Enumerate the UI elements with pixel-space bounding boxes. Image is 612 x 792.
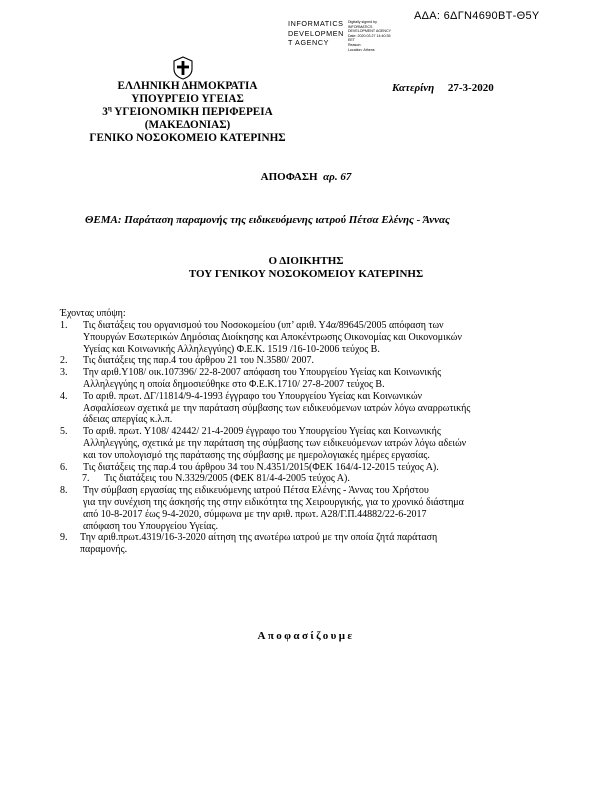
greek-emblem-icon (172, 56, 194, 80)
document-date (392, 82, 494, 94)
header-line-region (60, 106, 315, 119)
list-item-number: 7. (82, 473, 90, 485)
list-item-line: Ασφαλίσεων σχετικά με την παράταση σύμβασης των ειδικευόμενων ιατρών λόγω αναρρωτικής (83, 402, 471, 414)
signature-detail-line: DEVELOPMENT AGENCY (347, 29, 392, 34)
date-place: Κατερίνη (392, 82, 435, 94)
signature-line: INFORMATICS (288, 19, 344, 28)
signature-detail-line: Location: Athens (347, 47, 375, 52)
list-item-number: 1. (60, 320, 68, 331)
considerations-intro: Έχοντας υπόψη: (60, 308, 126, 319)
list-item-text (83, 367, 560, 391)
list-item-number: 2. (60, 355, 68, 367)
region-ordinal: η (107, 104, 112, 113)
list-item-line: απόφαση του Υπουργείου Υγείας. (83, 520, 218, 532)
list-item-number: 9. (60, 532, 68, 544)
list-item-line: Τις διατάξεις της παρ.4 του άρθρου 21 του Ν.3580/ 2007. (83, 355, 315, 367)
list-item-line: Τις διατάξεις της παρ.4 του άρθρου 34 του Ν.4351/2015(ΦΕΚ 164/4-12-2015 τεύχος Α). (83, 461, 439, 473)
issuer-header (60, 80, 315, 145)
list-item-line: Αλληλεγγύης, σχετικά με την παράταση της σύμβασης των ειδικευόμενων ιατρών λόγω αδειών (83, 437, 467, 449)
list-item-line: άδειας απεργίας κ.λ.π. (83, 414, 173, 426)
list-item (60, 462, 560, 474)
list-item (60, 391, 560, 426)
list-item-text (83, 320, 560, 355)
list-item-line: Την αριθ.Υ108/ οικ.107396/ 22-8-2007 απόφαση του Υπουργείου Υγείας και Κοινωνικής (83, 367, 442, 379)
list-item (60, 320, 560, 355)
list-item-text (83, 426, 560, 461)
region-text: ΥΓΕΙΟΝΟΜΙΚΗ ΠΕΡΙΦΕΡΕΙΑ (111, 106, 273, 118)
list-item-text (83, 355, 560, 367)
list-item-number: 8. (60, 485, 68, 497)
director-line: ΤΟΥ ΓΕΝΙΚΟΥ ΝΟΣΟΚΟΜΕΙΟΥ ΚΑΤΕΡΙΝΗΣ (188, 268, 424, 280)
list-item-text (80, 532, 560, 556)
list-item (60, 355, 560, 367)
header-line: ΓΕΝΙΚΟ ΝΟΣΟΚΟΜΕΙΟ ΚΑΤΕΡΙΝΗΣ (89, 132, 286, 144)
list-item-line: Την αριθ.πρωτ.4319/16-3-2020 αίτηση της ανωτέρω ιατρού με την οποία ζητά παράταση (80, 532, 438, 544)
decision-closing: Αποφασίζουμε (257, 630, 355, 642)
considerations-list (60, 320, 560, 556)
digital-signature (288, 19, 391, 52)
signature-line: T AGENCY (288, 38, 330, 47)
signature-line: DEVELOPMEN (288, 28, 344, 38)
list-item-line: παραμονής. (80, 544, 128, 556)
subject-line: ΘΕΜΑ: Παράταση παραμονής της ειδικευόμενης ιατρού Πέτσα Ελένης - Άννας (85, 214, 450, 226)
list-item-line: Αλληλεγγύης η οποία δημοσιεύθηκε στο Φ.Ε.Κ.1710/ 27-8-2007 τεύχος Β. (83, 378, 385, 390)
signature-detail-line: Digitally signed by (347, 20, 377, 24)
list-item-line: Την σύμβαση εργασίας της ειδικευόμενης ιατρού Πέτσα Ελένης - Άννας του Χρήστου (83, 485, 429, 497)
list-item (60, 367, 560, 391)
director-line: Ο ΔΙΟΙΚΗΤΗΣ (268, 255, 344, 267)
list-item-number: 3. (60, 367, 68, 379)
date-value: 27-3-2020 (447, 82, 494, 94)
list-item-line: για την συνέχιση της άσκησής της στην ειδικότητα της Χειρουργικής, για το χρονικό διάστημα (83, 496, 464, 508)
decision-title (0, 171, 612, 183)
header-line: ΥΠΟΥΡΓΕΙΟ ΥΓΕΙΑΣ (131, 93, 244, 105)
list-item-line: Τις διατάξεις του Ν.3329/2005 (ΦΕΚ 81/4-4-2005 τεύχος Α). (104, 473, 350, 485)
list-item (60, 485, 560, 532)
list-item-line: Τις διατάξεις του οργανισμού του Νοσοκομείου (υπ’ αριθ. Υ4α/89645/2005 απόφαση των (83, 320, 444, 331)
signature-agency-name (288, 19, 344, 52)
director-title (0, 255, 612, 281)
list-item (60, 473, 560, 485)
list-item (60, 426, 560, 461)
list-item-line: Το αριθ. πρωτ. ΔΓ/11814/9-4-1993 έγγραφο του Υπουργείου Υγείας και Κοινωνικών (83, 390, 423, 402)
signature-detail-line: EET (347, 38, 355, 43)
signature-detail-line: INFORMATICS (347, 24, 373, 29)
list-item (60, 532, 560, 556)
list-item-line: Υπουργών Εσωτερικών Δημόσιας Διοίκησης και Αποκέντρωσης Οικονομίας και Οικονομικών (83, 331, 462, 343)
header-line: (ΜΑΚΕΔΟΝΙΑΣ) (144, 119, 231, 131)
decision-number: αρ. 67 (323, 171, 352, 183)
list-item-number: 6. (60, 461, 68, 473)
signature-details (348, 20, 391, 52)
list-item-line: Υγείας και Κοινωνικής Αλληλεγγύης) Φ.Ε.Κ. 1519 /16-10-2006 τεύχος Β. (83, 343, 380, 355)
signature-detail-line: Date: 2020.03.27 14:40:35 (347, 33, 391, 38)
list-item-text (83, 485, 560, 532)
list-item-line: και τον υπολογισμό της παράτασης της σύμβασης με ημερολογιακές ημέρες εργασίας. (83, 449, 430, 461)
decision-label: ΑΠΟΦΑΣΗ (260, 171, 318, 183)
list-item-number: 4. (60, 390, 68, 402)
list-item-number: 5. (60, 426, 68, 438)
list-item-text (83, 462, 560, 474)
list-item-text (83, 391, 560, 426)
list-item-text (104, 473, 560, 485)
list-item-line: Το αριθ. πρωτ. Υ108/ 42442/ 21-4-2009 έγγραφο του Υπουργείου Υγείας και Κοινωνικής (83, 426, 441, 438)
ada-code: ΑΔΑ: 6ΔΓΝ4690ΒΤ-Θ5Υ (414, 10, 540, 22)
header-line: ΕΛΛΗΝΙΚΗ ΔΗΜΟΚΡΑΤΙΑ (117, 80, 258, 92)
list-item-line: από 10-8-2017 έως 9-4-2020, σύμφωνα με την αριθ. πρωτ. Α28/Γ.Π.44882/22-6-2017 (83, 508, 427, 520)
signature-detail-line: Reason: (347, 42, 362, 47)
region-number: 3 (102, 106, 108, 118)
